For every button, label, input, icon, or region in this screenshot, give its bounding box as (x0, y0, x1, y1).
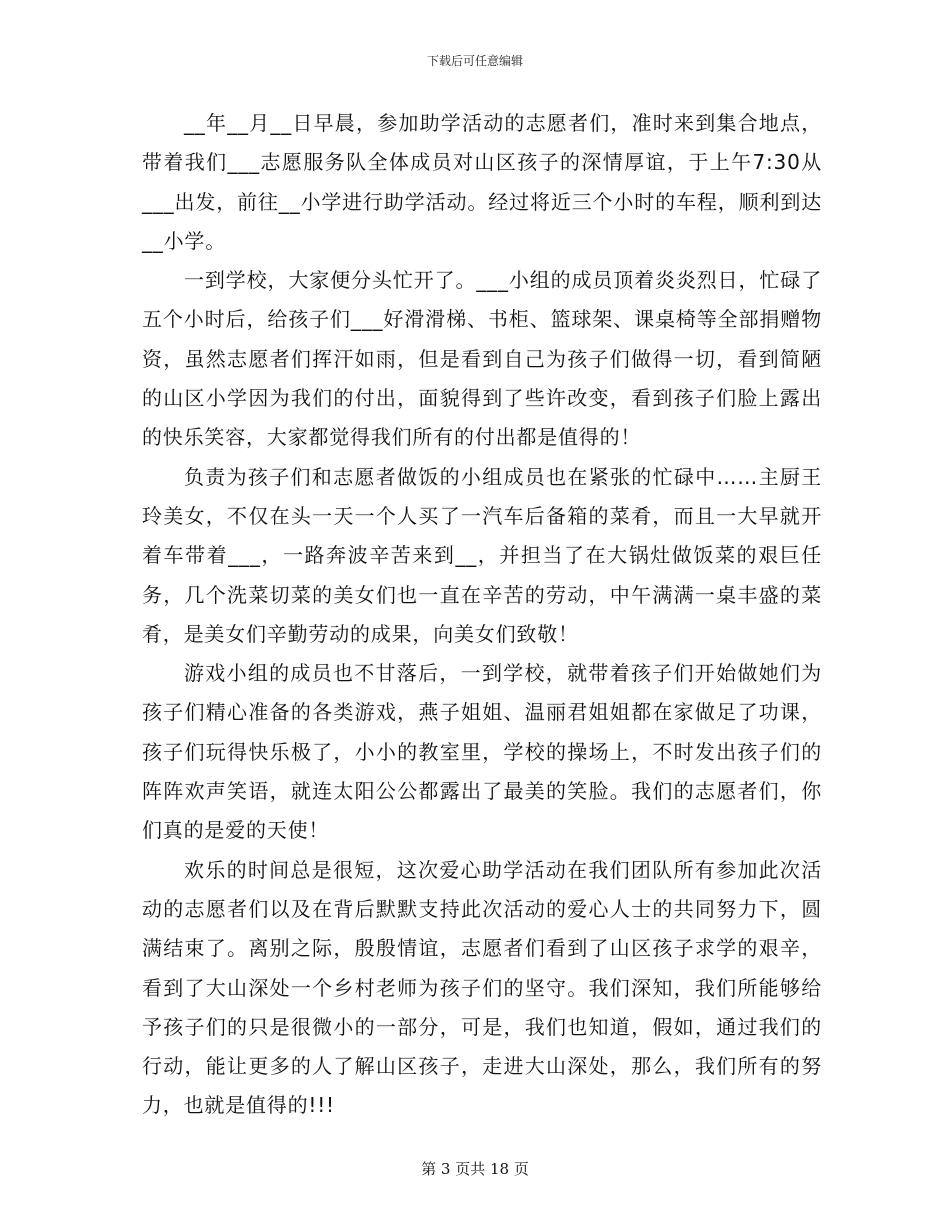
document-body (142, 104, 822, 1126)
paragraph-1: __年__月__日早晨，参加助学活动的志愿者们，准时来到集合地点，带着我们___志愿服务队全体成员对山区孩子的深情厚谊，于上午7:30从___出发，前往__小学进行助学活动。经过将近三个小时的车程，顺利到达__小学。 (142, 111, 822, 253)
paragraph-2: 一到学校，大家便分头忙开了。___小组的成员顶着炎炎烈日，忙碌了五个小时后，给孩子们___好滑滑梯、书柜、篮球架、课桌椅等全部捐赠物资，虽然志愿者们挥汗如雨，但是看到自己为孩子们做得一切，看到简陋的山区小学因为我们的付出，面貌得到了些许改变，看到孩子们脸上露出的快乐笑容，大家都觉得我们所有的付出都是值得的！ (142, 268, 822, 450)
page-footer: 第 3 页共 18 页 (421, 1160, 529, 1178)
paragraph-5: 欢乐的时间总是很短，这次爱心助学活动在我们团队所有参加此次活动的志愿者们以及在背后默默支持此次活动的爱心人士的共同努力下，圆满结束了。离别之际，殷殷情谊，志愿者们看到了山区孩子求学的艰辛，看到了大山深处一个乡村老师为孩子们的坚守。我们深知，我们所能够给予孩子们的只是很微小的一部分，可是，我们也知道，假如，通过我们的行动，能让更多的人了解山区孩子，走进大山深处，那么，我们所有的努力，也就是值得的!!! (142, 857, 822, 1118)
paragraph-3: 负责为孩子们和志愿者做饭的小组成员也在紧张的忙碌中……主厨王玲美女，不仅在头一天一个人买了一汽车后备箱的菜肴，而且一大早就开着车带着___，一路奔波辛苦来到__，并担当了在大锅灶做饭菜的艰巨任务，几个洗菜切菜的美女们也一直在辛苦的劳动，中午满满一桌丰盛的菜肴，是美女们辛勤劳动的成果，向美女们致敬！ (142, 464, 822, 646)
page-header: 下载后可任意编辑 (426, 54, 523, 68)
paragraph-4: 游戏小组的成员也不甘落后，一到学校，就带着孩子们开始做她们为孩子们精心准备的各类游戏，燕子姐姐、温丽君姐姐都在家做足了功课，孩子们玩得快乐极了，小小的教室里，学校的操场上，不时发出孩子们的阵阵欢声笑语，就连太阳公公都露出了最美的笑脸。我们的志愿者们，你们真的是爱的天使！ (142, 661, 822, 843)
